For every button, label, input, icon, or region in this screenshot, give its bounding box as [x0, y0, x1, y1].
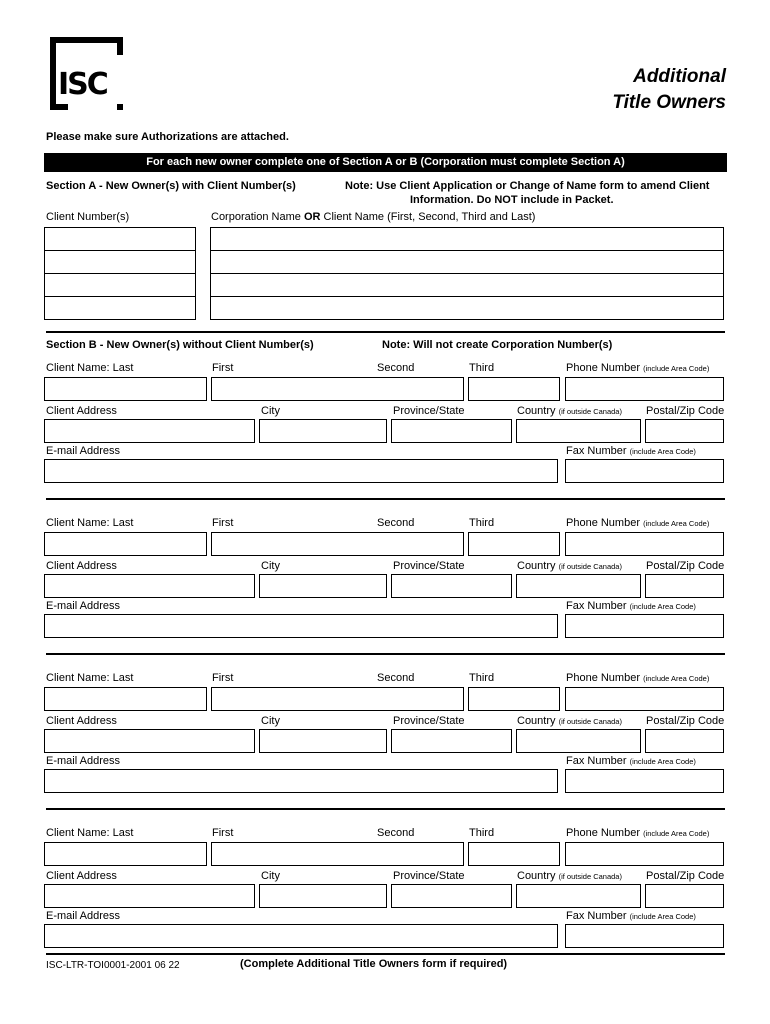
client-address-label: Client Address [46, 560, 117, 572]
postal-code-label: Postal/Zip Code [646, 870, 725, 882]
province-field[interactable] [391, 419, 512, 443]
city-label: City [261, 870, 280, 882]
city-label: City [261, 405, 280, 417]
phone-label: Phone Number (include Area Code) [566, 517, 710, 529]
fax-field[interactable] [565, 769, 724, 793]
fax-label: Fax Number (include Area Code) [566, 445, 696, 457]
fax-label: Fax Number (include Area Code) [566, 600, 696, 612]
third-name-field[interactable] [468, 532, 560, 556]
third-name-label: Third [469, 827, 495, 839]
country-field[interactable] [516, 729, 641, 753]
first-name-label: First [212, 362, 234, 374]
owner-divider [46, 498, 725, 500]
third-name-field[interactable] [468, 377, 560, 401]
footer-note: (Complete Additional Title Owners form if required) [240, 958, 508, 970]
corporation-name-field-2[interactable] [210, 250, 724, 274]
section-a-note-line2: Information. Do NOT include in Packet. [410, 194, 614, 206]
postal-code-label: Postal/Zip Code [646, 715, 725, 727]
fax-label: Fax Number (include Area Code) [566, 755, 696, 767]
section-b-note: Note: Will not create Corporation Number(s) [382, 339, 613, 351]
client-name-last-label: Client Name: Last [46, 672, 134, 684]
client-address-label: Client Address [46, 870, 117, 882]
country-field[interactable] [516, 419, 641, 443]
province-label: Province/State [393, 870, 465, 882]
client-name-last-label: Client Name: Last [46, 517, 134, 529]
province-field[interactable] [391, 574, 512, 598]
address-field[interactable] [44, 419, 255, 443]
city-label: City [261, 560, 280, 572]
province-label: Province/State [393, 405, 465, 417]
section-a-note-line1: Note: Use Client Application or Change of Name form to amend Client [345, 180, 710, 192]
last-name-field[interactable] [44, 532, 207, 556]
client-number-field-4[interactable] [44, 296, 196, 320]
instruction-banner: For each new owner complete one of Section A or B (Corporation must complete Section A) [44, 153, 727, 172]
second-name-label: Second [377, 362, 415, 374]
email-label: E-mail Address [46, 600, 120, 612]
email-label: E-mail Address [46, 755, 120, 767]
first-name-label: First [212, 672, 234, 684]
fax-field[interactable] [565, 614, 724, 638]
third-name-label: Third [469, 672, 495, 684]
owner-divider [46, 653, 725, 655]
postal-code-field[interactable] [645, 884, 724, 908]
third-name-label: Third [469, 517, 495, 529]
corporation-name-field-4[interactable] [210, 296, 724, 320]
client-number-field-2[interactable] [44, 250, 196, 274]
footer-divider [46, 953, 725, 955]
postal-code-label: Postal/Zip Code [646, 560, 725, 572]
client-name-last-label: Client Name: Last [46, 362, 134, 374]
address-field[interactable] [44, 574, 255, 598]
authorization-note: Please make sure Authorizations are attached. [46, 131, 289, 143]
email-label: E-mail Address [46, 445, 120, 457]
phone-label: Phone Number (include Area Code) [566, 672, 710, 684]
form-title-line1: Additional [633, 66, 726, 87]
country-field[interactable] [516, 884, 641, 908]
client-address-label: Client Address [46, 715, 117, 727]
isc-logo [50, 37, 123, 110]
postal-code-field[interactable] [645, 419, 724, 443]
city-field[interactable] [259, 419, 387, 443]
email-field[interactable] [44, 769, 558, 793]
province-label: Province/State [393, 560, 465, 572]
first-name-field[interactable] [211, 687, 464, 711]
owner-divider [46, 808, 725, 810]
phone-field[interactable] [565, 532, 724, 556]
postal-code-field[interactable] [645, 574, 724, 598]
last-name-field[interactable] [44, 842, 207, 866]
corporation-name-field-1[interactable] [210, 227, 724, 251]
city-field[interactable] [259, 574, 387, 598]
province-field[interactable] [391, 884, 512, 908]
city-label: City [261, 715, 280, 727]
form-title-line2: Title Owners [612, 92, 726, 113]
client-number-field-1[interactable] [44, 227, 196, 251]
country-label: Country (if outside Canada) [517, 715, 622, 727]
form-code: ISC-LTR-TOI0001-2001 06 22 [46, 960, 180, 971]
phone-label: Phone Number (include Area Code) [566, 362, 710, 374]
section-a-title: Section A - New Owner(s) with Client Number(s) [46, 180, 296, 192]
phone-field[interactable] [565, 377, 724, 401]
corporation-name-label: Corporation Name OR Client Name (First, Second, Third and Last) [211, 211, 536, 223]
province-field[interactable] [391, 729, 512, 753]
section-divider [46, 331, 725, 333]
fax-field[interactable] [565, 459, 724, 483]
client-address-label: Client Address [46, 405, 117, 417]
fax-field[interactable] [565, 924, 724, 948]
email-field[interactable] [44, 614, 558, 638]
city-field[interactable] [259, 884, 387, 908]
country-field[interactable] [516, 574, 641, 598]
second-name-label: Second [377, 517, 415, 529]
section-b-title: Section B - New Owner(s) without Client Number(s) [46, 339, 314, 351]
country-label: Country (if outside Canada) [517, 405, 622, 417]
address-field[interactable] [44, 729, 255, 753]
client-name-last-label: Client Name: Last [46, 827, 134, 839]
logo-text: ISC [58, 67, 107, 102]
city-field[interactable] [259, 729, 387, 753]
country-label: Country (if outside Canada) [517, 560, 622, 572]
phone-field[interactable] [565, 842, 724, 866]
country-label: Country (if outside Canada) [517, 870, 622, 882]
postal-code-label: Postal/Zip Code [646, 405, 725, 417]
second-name-label: Second [377, 827, 415, 839]
first-name-label: First [212, 827, 234, 839]
client-number-label: Client Number(s) [46, 211, 130, 223]
third-name-field[interactable] [468, 842, 560, 866]
email-field[interactable] [44, 459, 558, 483]
corporation-name-field-3[interactable] [210, 273, 724, 297]
first-name-field[interactable] [211, 532, 464, 556]
phone-label: Phone Number (include Area Code) [566, 827, 710, 839]
first-name-label: First [212, 517, 234, 529]
email-field[interactable] [44, 924, 558, 948]
address-field[interactable] [44, 884, 255, 908]
third-name-label: Third [469, 362, 495, 374]
second-name-label: Second [377, 672, 415, 684]
first-name-field[interactable] [211, 842, 464, 866]
last-name-field[interactable] [44, 377, 207, 401]
first-name-field[interactable] [211, 377, 464, 401]
phone-field[interactable] [565, 687, 724, 711]
third-name-field[interactable] [468, 687, 560, 711]
postal-code-field[interactable] [645, 729, 724, 753]
fax-label: Fax Number (include Area Code) [566, 910, 696, 922]
client-number-field-3[interactable] [44, 273, 196, 297]
email-label: E-mail Address [46, 910, 120, 922]
last-name-field[interactable] [44, 687, 207, 711]
province-label: Province/State [393, 715, 465, 727]
